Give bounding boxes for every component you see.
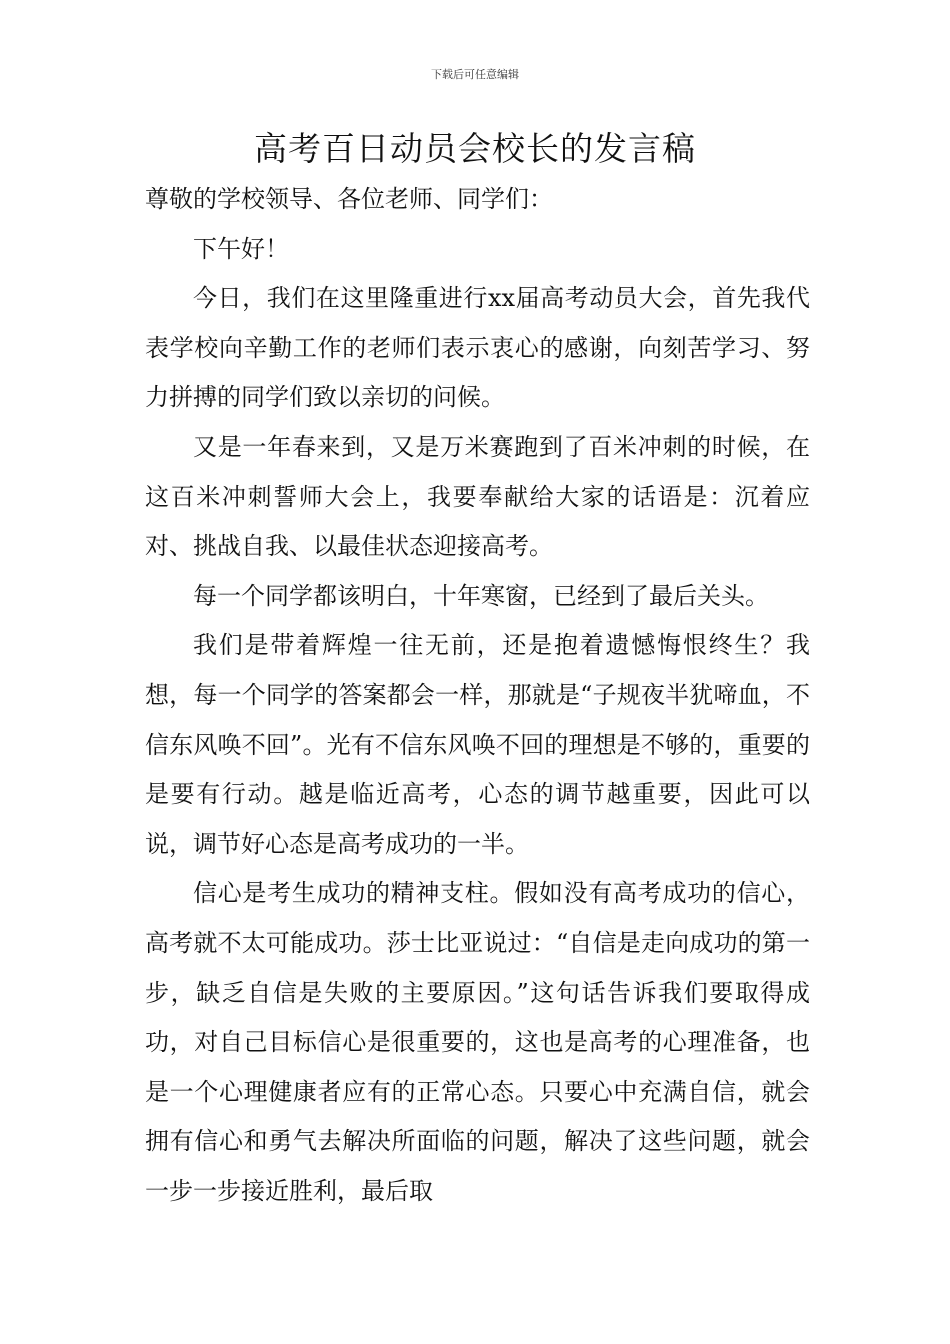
paragraph-6: 信心是考生成功的精神支柱。假如没有高考成功的信心，高考就不太可能成功。莎士比亚说过：“自信是走向成功的第一步，缺乏自信是失败的主要原因。”这句话告诉我们要取得成功，对自己目标信心是很重要的，这也是高考的心理准备，也是一个心理健康者应有的正常心态。只要心中充满自信，就会拥有信心和勇气去解决所面临的问题，解决了这些问题，就会一步一步接近胜利，最后取 — [145, 879, 810, 1205]
paragraph-3: 又是一年春来到，又是万米赛跑到了百米冲刺的时候，在这百米冲刺誓师大会上，我要奉献给大家的话语是：沉着应对、挑战自我、以最佳状态迎接高考。 — [145, 432, 810, 561]
page-header-note: 下载后可任意编辑 — [431, 68, 519, 81]
paragraph-2: 今日，我们在这里隆重进行xx届高考动员大会，首先我代表学校向辛勤工作的老师们表示衷心的感谢，向刻苦学习、努力拼搏的同学们致以亲切的问候。 — [145, 284, 810, 412]
paragraph-5: 我们是带着辉煌一往无前，还是抱着遗憾悔恨终生？我想，每一个同学的答案都会一样，那就是“子规夜半犹啼血，不信东风唤不回”。光有不信东风唤不回的理想是不够的，重要的是要有行动。越是临近高考，心态的调节越重要，因此可以说，调节好心态是高考成功的一半。 — [145, 631, 810, 858]
document-body — [145, 175, 810, 1216]
document-title: 高考百日动员会校长的发言稿 — [254, 129, 696, 168]
paragraph-4: 每一个同学都该明白，十年寒窗，已经到了最后关头。 — [193, 581, 769, 610]
salutation: 尊敬的学校领导、各位老师、同学们： — [145, 185, 553, 213]
paragraph-1: 下午好！ — [193, 234, 289, 263]
